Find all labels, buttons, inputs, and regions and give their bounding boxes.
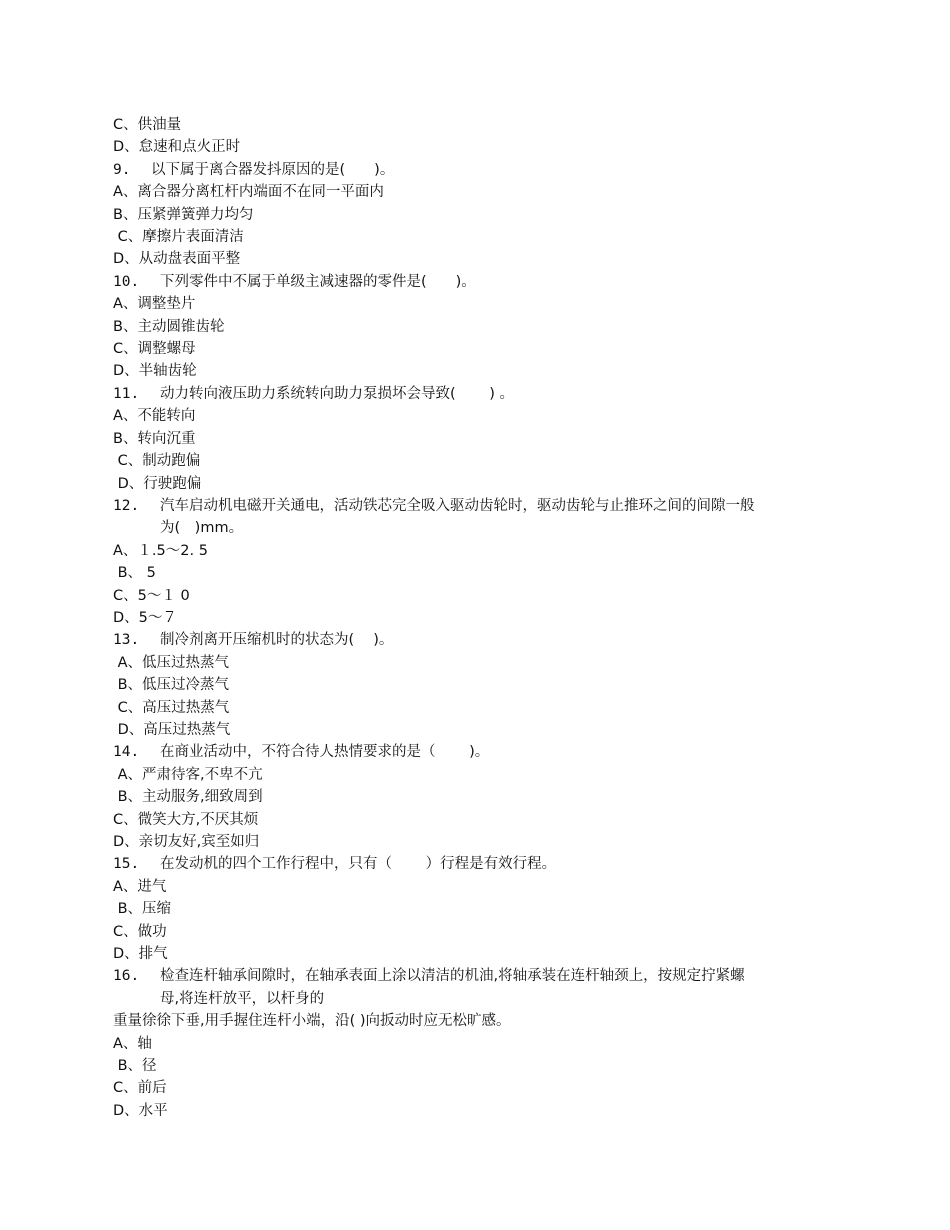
- question-12: [113, 495, 843, 540]
- option-line: B、 5: [113, 565, 156, 582]
- option-line: D、半轴齿轮: [113, 363, 197, 380]
- question-number: 13.: [113, 632, 140, 649]
- option-line: A、调整垫片: [113, 296, 196, 313]
- option-line: D、从动盘表面平整: [113, 251, 241, 268]
- question-number: 15.: [113, 856, 140, 873]
- option-line: B、转向沉重: [113, 430, 196, 447]
- option-line: C、制动跑偏: [113, 453, 201, 470]
- option-line: D、排气: [113, 946, 168, 963]
- question-list: [113, 114, 843, 1122]
- option-line: D、5～７: [113, 609, 177, 626]
- option-line: D、高压过热蒸气: [113, 721, 231, 738]
- question-13: [113, 629, 843, 651]
- question-text-line-2: 为( )mm。: [160, 520, 244, 537]
- question-text-line-2: 母,将连杆放平，以杆身的: [160, 990, 325, 1007]
- question-text: [160, 965, 843, 1010]
- question-text: 下列零件中不属于单级主减速器的零件是( )。: [160, 273, 476, 290]
- option-line: C、微笑大方,不厌其烦: [113, 811, 259, 828]
- option-line: D、水平: [113, 1102, 168, 1119]
- option-line: D、怠速和点火正时: [113, 139, 241, 156]
- question-text-line-1: 检查连杆轴承间隙时，在轴承表面上涂以清洁的机油,将轴承装在连杆轴颈上，按规定拧紧螺: [160, 968, 745, 985]
- option-line: B、压缩: [113, 901, 172, 918]
- option-line: B、径: [113, 1058, 157, 1075]
- question-number: 14.: [113, 744, 140, 761]
- question-15: [113, 853, 843, 875]
- question-number: 12.: [113, 497, 140, 514]
- option-line: A、低压过热蒸气: [113, 654, 230, 671]
- option-line: C、高压过热蒸气: [113, 699, 230, 716]
- option-line: C、前后: [113, 1080, 167, 1097]
- option-line: A、离合器分离杠杆内端面不在同一平面内: [113, 184, 384, 201]
- option-line: D、亲切友好,宾至如归: [113, 834, 260, 850]
- option-line: A、１.5～2. 5: [113, 542, 208, 559]
- question-number: 10.: [113, 273, 140, 290]
- option-line: B、低压过冷蒸气: [113, 677, 230, 694]
- question-text: [160, 495, 843, 540]
- question-9: [113, 159, 843, 181]
- question-text: 在商业活动中，不符合待人热情要求的是（ )。: [160, 744, 490, 761]
- option-line: A、轴: [113, 1035, 152, 1052]
- option-line: C、调整螺母: [113, 341, 196, 358]
- question-text: 在发动机的四个工作行程中，只有（ ）行程是有效行程。: [160, 856, 557, 873]
- question-number: 16.: [113, 968, 140, 985]
- option-line: B、压紧弹簧弹力均匀: [113, 206, 254, 223]
- question-16: [113, 965, 843, 1010]
- option-line: A、进气: [113, 878, 167, 895]
- question-number: 11.: [113, 385, 140, 402]
- option-line: A、严肃待客,不卑不亢: [113, 766, 263, 783]
- option-line: D、行驶跑偏: [113, 475, 202, 492]
- question-text: 以下属于离合器发抖原因的是( )。: [151, 161, 395, 178]
- option-line: C、做功: [113, 923, 167, 940]
- option-line: C、5～１ 0: [113, 587, 190, 604]
- question-text: 制冷剂离开压缩机时的状态为( )。: [160, 632, 394, 649]
- option-line: A、不能转向: [113, 408, 196, 425]
- question-text-line-1: 汽车启动机电磁开关通电，活动铁芯完全吸入驱动齿轮时，驱动齿轮与止推环之间的间隙一般: [160, 497, 755, 514]
- option-line: B、主动服务,细致周到: [113, 789, 263, 806]
- option-line: C、供油量: [113, 117, 182, 133]
- option-line: C、摩擦片表面清洁: [113, 229, 244, 246]
- question-11: [113, 383, 843, 405]
- question-14: [113, 741, 843, 763]
- option-line: B、主动圆锥齿轮: [113, 318, 225, 335]
- question-10: [113, 271, 843, 293]
- question-text: 动力转向液压助力系统转向助力泵损坏会导致( ) 。: [160, 385, 515, 402]
- question-text-continuation: 重量徐徐下垂,用手握住连杆小端，沿( )向扳动时应无松旷感。: [113, 1013, 511, 1030]
- question-number: 9.: [113, 161, 131, 178]
